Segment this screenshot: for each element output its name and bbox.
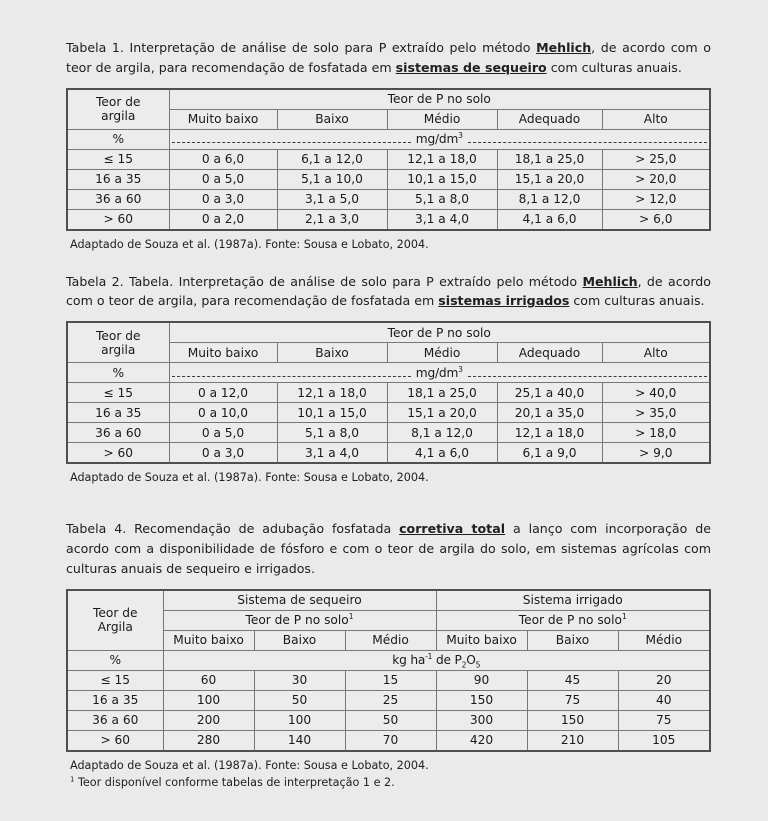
table4-row1-col4: 75 xyxy=(527,690,618,710)
table1 xyxy=(68,90,709,229)
table4-footnote xyxy=(70,775,720,790)
table2-row3-col0: 0 a 3,0 xyxy=(169,443,277,463)
table1-row3-col3: 4,1 a 6,0 xyxy=(497,209,602,229)
table2-row2-col2: 8,1 a 12,0 xyxy=(387,423,497,443)
table1-row0-col1: 6,1 a 12,0 xyxy=(277,149,387,169)
table4-row1-col1: 50 xyxy=(254,690,345,710)
table4-row3-argila: > 60 xyxy=(68,730,163,750)
table1-unit-rowlabel: % xyxy=(68,129,169,149)
table1-rowlabel-line1: Teor de xyxy=(96,95,141,110)
table2-row2-argila: 36 a 60 xyxy=(68,423,169,443)
table1-header-row-1 xyxy=(68,90,709,110)
table1-container xyxy=(66,88,711,231)
table1-row0-argila: ≤ 15 xyxy=(68,149,169,169)
table-row xyxy=(68,149,709,169)
table1-row1-col1: 5,1 a 10,0 xyxy=(277,169,387,189)
table2-row1-col3: 20,1 a 35,0 xyxy=(497,403,602,423)
table2-source: Adaptado de Souza et al. (1987a). Fonte: Sousa e Lobato, 2004. xyxy=(70,471,429,485)
table2 xyxy=(68,323,709,462)
table2-caption-emphasis-mehlich: Mehlich xyxy=(582,273,638,289)
table4-rowlabel-header xyxy=(68,591,163,651)
table1-caption-part3: , de acordo com o teor de argila, para recomendação de fosfatada em xyxy=(66,40,711,75)
table2-row0-col4: > 40,0 xyxy=(602,383,709,403)
table4-unit-o: O xyxy=(466,653,476,668)
table-row xyxy=(68,169,709,189)
table4-header-row-2 xyxy=(68,610,709,630)
table2-caption-part3: , de acordo com o teor de argila, para recomendação de fosfatada em xyxy=(66,273,711,309)
table4-caption-emphasis-corretiva: corretiva total xyxy=(399,521,506,537)
table2-unit-cell xyxy=(169,363,709,383)
table2-col-header-0: Muito baixo xyxy=(169,343,277,363)
table1-row2-col4: > 12,0 xyxy=(602,189,709,209)
table4-row2-argila: 36 a 60 xyxy=(68,710,163,730)
table4-container xyxy=(66,589,711,752)
table1-caption-emphasis-sistemas: sistemas de sequeiro xyxy=(395,59,547,75)
table4-footnote-text: Teor disponível conforme tabelas de interpretação 1 e 2. xyxy=(74,775,395,789)
table2-row0-col0: 0 a 12,0 xyxy=(169,383,277,403)
table1-row2-col0: 0 a 3,0 xyxy=(169,189,277,209)
table-row xyxy=(68,423,709,443)
table4-row2-col1: 100 xyxy=(254,710,345,730)
table4-row2-col0: 200 xyxy=(163,710,254,730)
table2-caption xyxy=(66,272,711,312)
table1-unit-dash-left xyxy=(172,135,411,143)
table4-unit-sub-2: 2 xyxy=(461,660,467,670)
table-row xyxy=(68,383,709,403)
table2-caption-part5: com culturas anuais. xyxy=(569,293,705,309)
table4-source: Adaptado de Souza et al. (1987a). Fonte: Sousa e Lobato, 2004. xyxy=(70,758,429,772)
table2-col-header-1: Baixo xyxy=(277,343,387,363)
table-row xyxy=(68,670,709,690)
table2-row0-col2: 18,1 a 25,0 xyxy=(387,383,497,403)
table4-col-header-2: Médio xyxy=(345,630,436,650)
table4-row0-col2: 15 xyxy=(345,670,436,690)
table1-col-header-0: Muito baixo xyxy=(169,109,277,129)
table4-unit-sub-5: 5 xyxy=(475,660,481,670)
table1-col-header-1: Baixo xyxy=(277,109,387,129)
table1-row1-col0: 0 a 5,0 xyxy=(169,169,277,189)
table2-rowlabel-line1: Teor de xyxy=(96,328,141,343)
table1-unit-cell xyxy=(169,129,709,149)
table4-row3-col5: 105 xyxy=(618,730,709,750)
table4-row1-col3: 150 xyxy=(436,690,527,710)
table1-caption-part5: com culturas anuais. xyxy=(546,59,682,75)
table4-row2-col4: 150 xyxy=(527,710,618,730)
table4-col-header-5: Médio xyxy=(618,630,709,650)
table1-unit-sup: 3 xyxy=(458,130,463,140)
table4-row3-col1: 140 xyxy=(254,730,345,750)
table2-unit-row xyxy=(68,363,709,383)
table1-row2-col1: 3,1 a 5,0 xyxy=(277,189,387,209)
table2-row3-argila: > 60 xyxy=(68,443,169,463)
table4-row3-col4: 210 xyxy=(527,730,618,750)
table4-row1-col0: 100 xyxy=(163,690,254,710)
table4-unit-row xyxy=(68,650,709,670)
table-row xyxy=(68,209,709,229)
table4-group-irrigado: Sistema irrigado xyxy=(436,591,709,611)
table2-row2-col1: 5,1 a 8,0 xyxy=(277,423,387,443)
table2-row0-col1: 12,1 a 18,0 xyxy=(277,383,387,403)
table4-col-header-1: Baixo xyxy=(254,630,345,650)
table2-row1-col0: 0 a 10,0 xyxy=(169,403,277,423)
table2-container xyxy=(66,321,711,464)
table-row xyxy=(68,403,709,423)
table4-col-header-0: Muito baixo xyxy=(163,630,254,650)
table2-col-header-3: Adequado xyxy=(497,343,602,363)
table2-row1-argila: 16 a 35 xyxy=(68,403,169,423)
table2-caption-part1: Tabela 2. Tabela. Interpretação de análise de solo para P extraído pelo método xyxy=(66,273,583,289)
table4-row3-col3: 420 xyxy=(436,730,527,750)
table1-row0-col4: > 25,0 xyxy=(602,149,709,169)
table4-row0-col5: 20 xyxy=(618,670,709,690)
table1-row3-col0: 0 a 2,0 xyxy=(169,209,277,229)
table4-row0-col1: 30 xyxy=(254,670,345,690)
table2-header-row-1 xyxy=(68,323,709,343)
table2-row3-col2: 4,1 a 6,0 xyxy=(387,443,497,463)
table1-unit-label: mg/dm xyxy=(415,132,459,147)
table1-caption-emphasis-mehlich: Mehlich xyxy=(536,40,592,55)
table2-row3-col1: 3,1 a 4,0 xyxy=(277,443,387,463)
table2-unit-rowlabel: % xyxy=(68,363,169,383)
table1-row1-col3: 15,1 a 20,0 xyxy=(497,169,602,189)
table1-row2-argila: 36 a 60 xyxy=(68,189,169,209)
table2-rowlabel-header xyxy=(68,323,169,363)
table1-unit-dash-right xyxy=(468,135,707,143)
table-row xyxy=(68,690,709,710)
table1-source: Adaptado de Souza et al. (1987a). Fonte: Sousa e Lobato, 2004. xyxy=(70,237,429,251)
table1-row0-col3: 18,1 a 25,0 xyxy=(497,149,602,169)
table4-row1-col5: 40 xyxy=(618,690,709,710)
table1-row0-col0: 0 a 6,0 xyxy=(169,149,277,169)
table1-group-header: Teor de P no solo xyxy=(169,90,709,110)
table1-row2-col2: 5,1 a 8,0 xyxy=(387,189,497,209)
table2-row1-col4: > 35,0 xyxy=(602,403,709,423)
table1-rowlabel-header xyxy=(68,90,169,130)
table4-rowlabel-line2: Argila xyxy=(97,620,133,635)
table4-header-row-1 xyxy=(68,591,709,611)
table1-unit-row xyxy=(68,129,709,149)
table2-unit-dash-left xyxy=(172,369,411,377)
table4-row1-col2: 25 xyxy=(345,690,436,710)
table-row xyxy=(68,189,709,209)
table4-row3-col2: 70 xyxy=(345,730,436,750)
table1-col-header-4: Alto xyxy=(602,109,709,129)
table4-footnote-marker: 1 xyxy=(70,774,75,783)
table4-caption xyxy=(66,519,711,578)
table4-unit-rowlabel: % xyxy=(68,650,163,670)
table1-row2-col3: 8,1 a 12,0 xyxy=(497,189,602,209)
table4-row0-argila: ≤ 15 xyxy=(68,670,163,690)
table2-col-header-2: Médio xyxy=(387,343,497,363)
table4-unit-kgha: kg ha xyxy=(392,653,426,668)
table2-unit-label: mg/dm xyxy=(415,365,459,380)
table4-header-row-3 xyxy=(68,630,709,650)
table2-caption-emphasis-sistemas: sistemas irrigados xyxy=(438,293,570,309)
table-row xyxy=(68,710,709,730)
table4-subgroup-sequeiro xyxy=(163,610,436,630)
table4-row2-col5: 75 xyxy=(618,710,709,730)
table1-caption xyxy=(66,38,711,78)
table4-subgroup-sup-1: 1 xyxy=(348,612,354,622)
table2-row3-col3: 6,1 a 9,0 xyxy=(497,443,602,463)
table-row xyxy=(68,443,709,463)
table4-col-header-3: Muito baixo xyxy=(436,630,527,650)
table4-row0-col0: 60 xyxy=(163,670,254,690)
table4-row0-col4: 45 xyxy=(527,670,618,690)
table4-unit-sup-exp: -1 xyxy=(425,652,433,662)
table4-subgroup-irrigado xyxy=(436,610,709,630)
table4-rowlabel-line1: Teor de xyxy=(93,606,138,621)
table4-row2-col3: 300 xyxy=(436,710,527,730)
table1-col-header-2: Médio xyxy=(387,109,497,129)
table2-row2-col3: 12,1 a 18,0 xyxy=(497,423,602,443)
table4-unit-cell xyxy=(163,650,709,670)
table1-rowlabel-line2: argila xyxy=(101,109,136,124)
table4-group-sequeiro: Sistema de sequeiro xyxy=(163,591,436,611)
table2-row1-col1: 10,1 a 15,0 xyxy=(277,403,387,423)
table1-row1-col4: > 20,0 xyxy=(602,169,709,189)
table4 xyxy=(68,591,709,750)
table2-row2-col0: 0 a 5,0 xyxy=(169,423,277,443)
table4-subgroup-sup-2: 1 xyxy=(621,612,627,622)
table4-subgroup-label-1: Teor de P no solo xyxy=(245,613,349,628)
table2-row2-col4: > 18,0 xyxy=(602,423,709,443)
table1-col-header-3: Adequado xyxy=(497,109,602,129)
table1-caption-part1: Tabela 1. Interpretação de análise de solo para P extraído pelo método xyxy=(66,40,537,55)
table1-row3-col2: 3,1 a 4,0 xyxy=(387,209,497,229)
table4-col-header-4: Baixo xyxy=(527,630,618,650)
table4-row1-argila: 16 a 35 xyxy=(68,690,163,710)
table4-caption-part3: a lanço com incorporação de acordo com a disponibilidade de fósforo e com o teor de argila do solo, em sistemas agrícolas com culturas anuais de sequeiro e irrigados. xyxy=(66,521,711,576)
table1-row1-col2: 10,1 a 15,0 xyxy=(387,169,497,189)
table2-unit-dash-right xyxy=(468,369,707,377)
table2-group-header: Teor de P no solo xyxy=(169,323,709,343)
table4-unit-de-p: de P xyxy=(432,653,462,668)
table2-unit-sup: 3 xyxy=(458,364,463,374)
table2-row0-argila: ≤ 15 xyxy=(68,383,169,403)
table2-rowlabel-line2: argila xyxy=(101,342,136,357)
table4-row2-col2: 50 xyxy=(345,710,436,730)
table1-row1-argila: 16 a 35 xyxy=(68,169,169,189)
table1-row0-col2: 12,1 a 18,0 xyxy=(387,149,497,169)
table2-row1-col2: 15,1 a 20,0 xyxy=(387,403,497,423)
table4-row0-col3: 90 xyxy=(436,670,527,690)
table2-col-header-4: Alto xyxy=(602,343,709,363)
table-row xyxy=(68,730,709,750)
table4-row3-col0: 280 xyxy=(163,730,254,750)
table4-subgroup-label-2: Teor de P no solo xyxy=(518,613,622,628)
table1-row3-col4: > 6,0 xyxy=(602,209,709,229)
table4-caption-part1: Tabela 4. Recomendação de adubação fosfatada xyxy=(66,521,400,537)
table1-row3-col1: 2,1 a 3,0 xyxy=(277,209,387,229)
table1-row3-argila: > 60 xyxy=(68,209,169,229)
table2-row3-col4: > 9,0 xyxy=(602,443,709,463)
table2-row0-col3: 25,1 a 40,0 xyxy=(497,383,602,403)
